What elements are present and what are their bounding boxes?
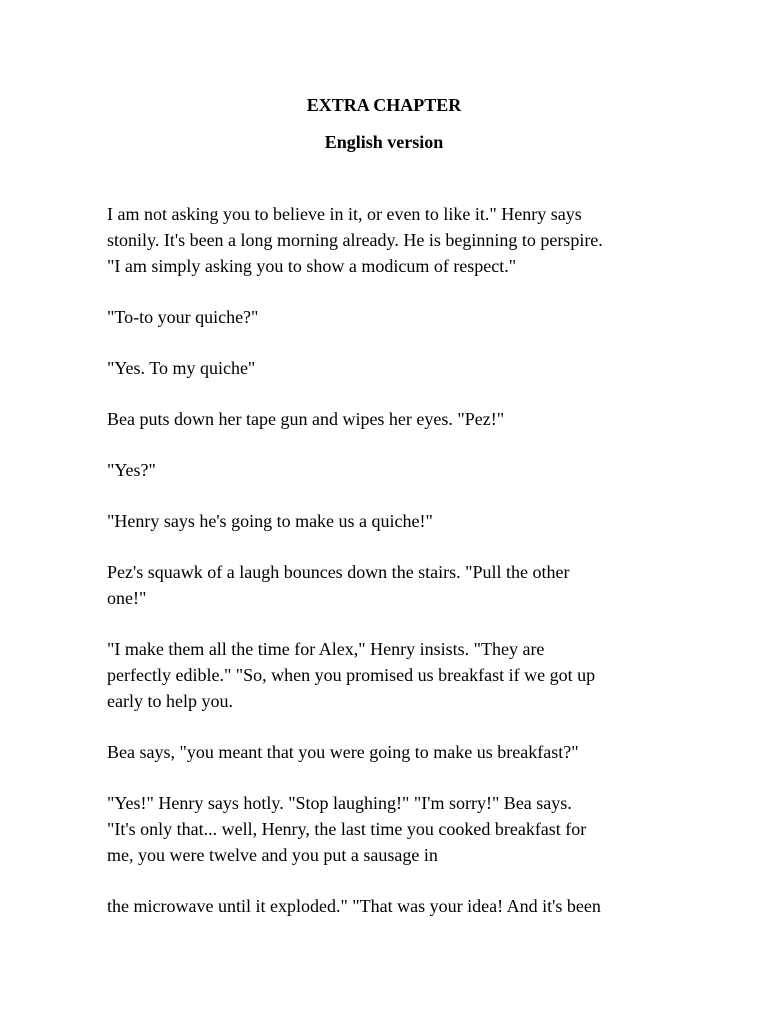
paragraph xyxy=(107,790,667,868)
text-line: me, you were twelve and you put a sausage in xyxy=(107,845,438,865)
text-line: "Yes?" xyxy=(107,460,156,480)
text-line: "I am simply asking you to show a modicum of respect." xyxy=(107,256,517,276)
paragraph xyxy=(107,508,667,534)
chapter-subtitle: English version xyxy=(324,132,444,152)
paragraph xyxy=(107,457,667,483)
paragraph xyxy=(107,739,667,765)
paragraph xyxy=(107,559,667,611)
paragraph xyxy=(107,304,667,330)
text-line: Bea says, "you meant that you were going to make us breakfast?" xyxy=(107,742,579,762)
text-line: "Yes!" Henry says hotly. "Stop laughing!" "I'm sorry!" Bea says. xyxy=(107,793,572,813)
paragraph xyxy=(107,201,667,279)
text-line: "It's only that... well, Henry, the last time you cooked breakfast for xyxy=(107,819,587,839)
chapter-title: EXTRA CHAPTER xyxy=(306,95,462,115)
paragraph xyxy=(107,355,667,381)
text-line: Pez's squawk of a laugh bounces down the stairs. "Pull the other xyxy=(107,562,570,582)
text-line: "To-to your quiche?" xyxy=(107,307,259,327)
paragraph xyxy=(107,406,667,432)
chapter-body xyxy=(107,201,667,919)
paragraph xyxy=(107,893,667,919)
text-line: perfectly edible." "So, when you promised us breakfast if we got up xyxy=(107,665,596,685)
text-line: one!" xyxy=(107,588,147,608)
text-line: Bea puts down her tape gun and wipes her eyes. "Pez!" xyxy=(107,409,505,429)
text-line: stonily. It's been a long morning already. He is beginning to perspire. xyxy=(107,230,603,250)
text-line: "I make them all the time for Alex," Henry insists. "They are xyxy=(107,639,545,659)
paragraph xyxy=(107,636,667,714)
text-line: "Yes. To my quiche" xyxy=(107,358,256,378)
text-line: early to help you. xyxy=(107,691,233,711)
text-line: "Henry says he's going to make us a quiche!" xyxy=(107,511,433,531)
text-line: the microwave until it exploded." "That was your idea! And it's been xyxy=(107,896,601,916)
text-line: I am not asking you to believe in it, or even to like it." Henry says xyxy=(107,204,582,224)
